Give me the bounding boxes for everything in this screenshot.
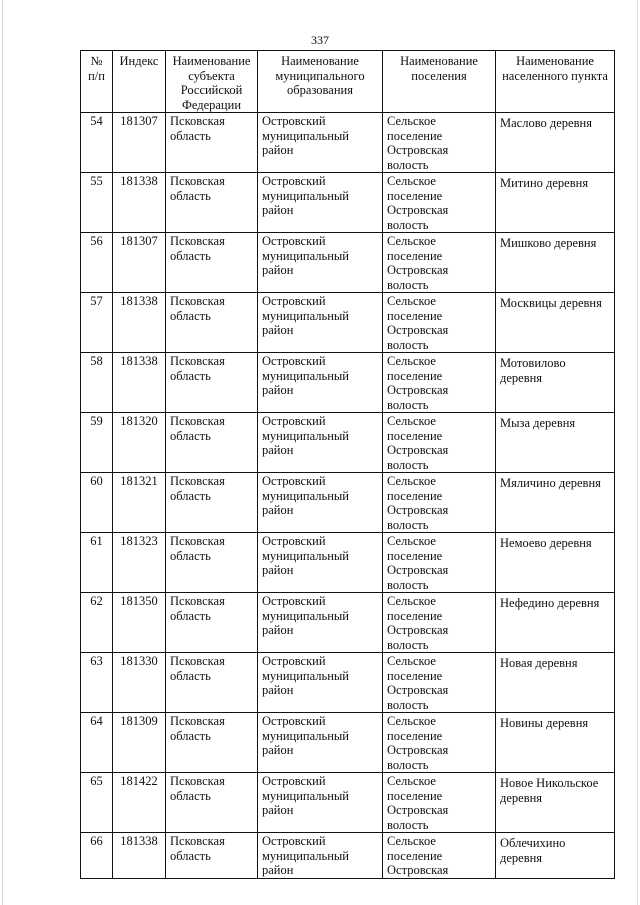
table-row (81, 173, 615, 233)
cell-federal-subject: Псковская область (166, 713, 258, 773)
header-locality: Наименование населенного пункта (496, 51, 615, 113)
cell-federal-subject: Псковская область (166, 293, 258, 353)
cell-postal-index: 181320 (113, 413, 166, 473)
cell-postal-index: 181350 (113, 593, 166, 653)
cell-row-number: 59 (81, 413, 113, 473)
cell-municipality: Островский муниципальный район (258, 833, 383, 879)
cell-settlement: Сельское поселение Островская волость (383, 113, 496, 173)
cell-locality: Митино деревня (496, 173, 615, 233)
cell-locality: Нефедино деревня (496, 593, 615, 653)
table-row (81, 653, 615, 713)
cell-postal-index: 181338 (113, 833, 166, 879)
cell-row-number: 64 (81, 713, 113, 773)
cell-municipality: Островский муниципальный район (258, 473, 383, 533)
table-row (81, 713, 615, 773)
cell-federal-subject: Псковская область (166, 773, 258, 833)
cell-postal-index: 181330 (113, 653, 166, 713)
table-body (81, 113, 615, 879)
cell-postal-index: 181309 (113, 713, 166, 773)
cell-municipality: Островский муниципальный район (258, 653, 383, 713)
cell-row-number: 54 (81, 113, 113, 173)
cell-settlement: Сельское поселение Островская волость (383, 533, 496, 593)
cell-row-number: 57 (81, 293, 113, 353)
cell-settlement: Сельское поселение Островская волость (383, 473, 496, 533)
cell-federal-subject: Псковская область (166, 533, 258, 593)
cell-row-number: 56 (81, 233, 113, 293)
cell-federal-subject: Псковская область (166, 113, 258, 173)
table-row (81, 353, 615, 413)
table-row (81, 833, 615, 879)
cell-postal-index: 181323 (113, 533, 166, 593)
cell-municipality: Островский муниципальный район (258, 533, 383, 593)
cell-locality: Мишково деревня (496, 233, 615, 293)
cell-row-number: 62 (81, 593, 113, 653)
cell-row-number: 58 (81, 353, 113, 413)
cell-federal-subject: Псковская область (166, 653, 258, 713)
cell-municipality: Островский муниципальный район (258, 593, 383, 653)
cell-row-number: 63 (81, 653, 113, 713)
cell-municipality: Островский муниципальный район (258, 173, 383, 233)
cell-row-number: 60 (81, 473, 113, 533)
table-row (81, 593, 615, 653)
cell-locality: Новое Никольское деревня (496, 773, 615, 833)
cell-municipality: Островский муниципальный район (258, 713, 383, 773)
cell-municipality: Островский муниципальный район (258, 773, 383, 833)
cell-postal-index: 181307 (113, 113, 166, 173)
cell-postal-index: 181338 (113, 173, 166, 233)
cell-federal-subject: Псковская область (166, 233, 258, 293)
cell-postal-index: 181338 (113, 353, 166, 413)
cell-settlement: Сельское поселение Островская волость (383, 713, 496, 773)
scan-edge-right (637, 0, 638, 905)
cell-locality: Новины деревня (496, 713, 615, 773)
cell-settlement: Сельское поселение Островская волость (383, 593, 496, 653)
header-settlement: Наименование поселения (383, 51, 496, 113)
header-subject: Наименование субъекта Российской Федерации (166, 51, 258, 113)
table-row (81, 773, 615, 833)
cell-postal-index: 181338 (113, 293, 166, 353)
cell-municipality: Островский муниципальный район (258, 113, 383, 173)
table-row (81, 293, 615, 353)
cell-federal-subject: Псковская область (166, 353, 258, 413)
cell-federal-subject: Псковская область (166, 173, 258, 233)
header-municipality: Наименование муниципального образования (258, 51, 383, 113)
localities-table (80, 50, 615, 879)
cell-settlement: Сельское поселение Островская (383, 833, 496, 879)
table-row (81, 473, 615, 533)
cell-settlement: Сельское поселение Островская волость (383, 773, 496, 833)
cell-municipality: Островский муниципальный район (258, 413, 383, 473)
table-row (81, 413, 615, 473)
cell-municipality: Островский муниципальный район (258, 353, 383, 413)
cell-settlement: Сельское поселение Островская волость (383, 653, 496, 713)
cell-federal-subject: Псковская область (166, 833, 258, 879)
cell-postal-index: 181422 (113, 773, 166, 833)
cell-federal-subject: Псковская область (166, 593, 258, 653)
cell-settlement: Сельское поселение Островская волость (383, 173, 496, 233)
cell-locality: Немоево деревня (496, 533, 615, 593)
cell-postal-index: 181321 (113, 473, 166, 533)
table-row (81, 533, 615, 593)
cell-row-number: 65 (81, 773, 113, 833)
cell-postal-index: 181307 (113, 233, 166, 293)
cell-locality: Мотовилово деревня (496, 353, 615, 413)
cell-locality: Маслово деревня (496, 113, 615, 173)
cell-municipality: Островский муниципальный район (258, 293, 383, 353)
cell-locality: Москвицы деревня (496, 293, 615, 353)
cell-locality: Новая деревня (496, 653, 615, 713)
page-number: 337 (311, 33, 329, 47)
table-header-row (81, 51, 615, 113)
cell-row-number: 55 (81, 173, 113, 233)
cell-settlement: Сельское поселение Островская волость (383, 233, 496, 293)
cell-locality: Облечихино деревня (496, 833, 615, 879)
header-number: № п/п (81, 51, 113, 113)
cell-settlement: Сельское поселение Островская волость (383, 293, 496, 353)
cell-locality: Мяличино деревня (496, 473, 615, 533)
cell-row-number: 61 (81, 533, 113, 593)
scan-edge-left (2, 0, 3, 905)
cell-federal-subject: Псковская область (166, 413, 258, 473)
cell-municipality: Островский муниципальный район (258, 233, 383, 293)
cell-row-number: 66 (81, 833, 113, 879)
cell-settlement: Сельское поселение Островская волость (383, 353, 496, 413)
table-row (81, 233, 615, 293)
cell-federal-subject: Псковская область (166, 473, 258, 533)
header-index: Индекс (113, 51, 166, 113)
cell-settlement: Сельское поселение Островская волость (383, 413, 496, 473)
table-row (81, 113, 615, 173)
cell-locality: Мыза деревня (496, 413, 615, 473)
